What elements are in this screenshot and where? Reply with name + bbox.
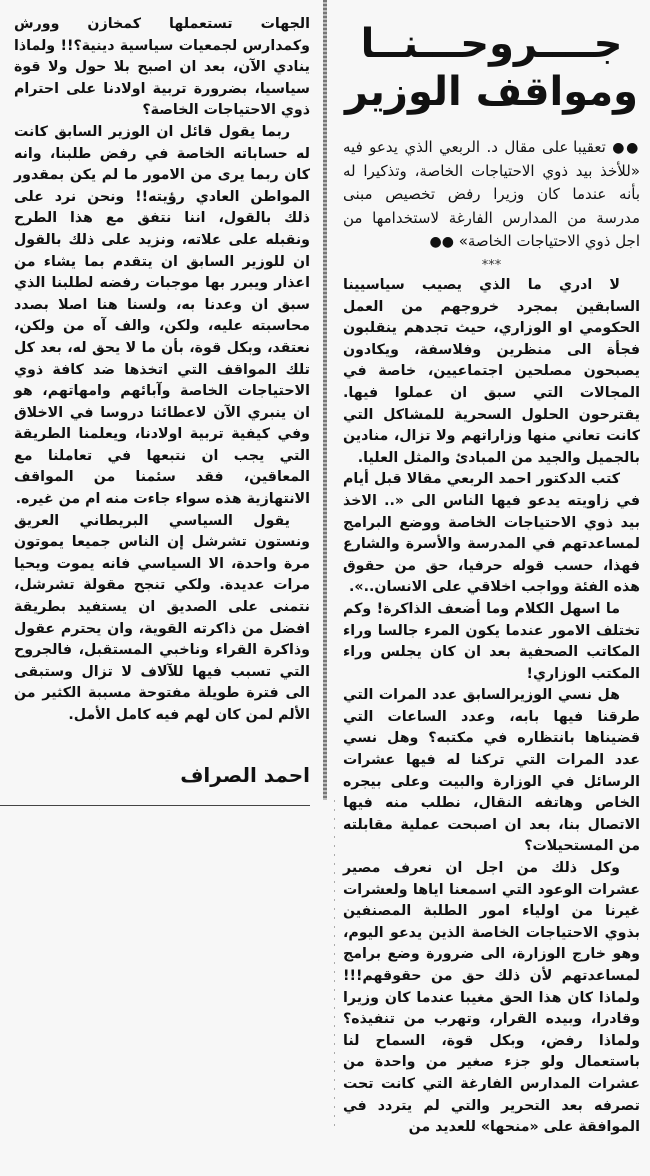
intro-text: تعقيبا على مقال د. الربعي الذي يدعو فيه «للأخذ بيد ذوي الاحتياجات الخاصة، وتذكيرا له بأنه عندما كان وزيرا رفض تخصيص مبنى مدرسة من المدارس الفارغة لاستخدامها من اجل ذوي الاحتياجات الخاصة» (343, 138, 640, 250)
body-paragraph: ربما يقول قائل ان الوزير السابق كانت له حساباته الخاصة في رفض طلبنا، وانه كان ربما يرى من الامور ما لم يكن بمقدور المواطن العادي رؤيته!! ونحن نرد على ذلك بالقول، اننا نتفق مع هذا الطرح ونقبله على علاته، ونزيد على ذلك بالقول ان للوزير السابق ان يتقدم بما يشاء من اعذار ويبرر بها موجبات رفضه لطلبنا الذي سبق ان وعدنا به، ولسنا هنا اصلا بصدد محاسبته عليه، ولكن، والف آه من ولكن، نعتقد، وبكل قوة، بأن ما لا يحق له، بعد كل تلك المواقف التي اتخذها ضد كافة ذوي الاحتياجات الخاصة وآبائهم وامهاتهم، هو ان ينبري الآن لاعطائنا دروسا في الاخلاق وفي كيفية تربية اولادنا، ويعلمنا الطريقة التي يجب ان نتبعها في تعاملنا مع المعاقين، فقد سئمنا من المواقف الانتهازية هذه سواء جاءت منه ام من غيره. (14, 123, 310, 508)
author-byline: احمد الصراف (180, 762, 310, 787)
section-separator: *** (481, 258, 502, 274)
body-paragraph: يقول السياسي البريطاني العريق ونستون تشرشل إن الناس جميعا يموتون مرة واحدة، الا السياسي فانه يموت ويحيا مرات عديدة. ولكي تنجح مقولة تشرشل، نتمنى على الصديق ان يستفيد بطريقة افضل من ذاكرته القوية، وان يحترم عقول وذاكرة القراء وناخبي المستقبل، فالجروح التي تسبب فيها للآلاف لا تزال وستبقى الى فترة طويلة مفتوحة مسببة الكثير من الألم لمن كان لهم فيه كامل الأمل. (14, 512, 310, 723)
headline-line-2: ومواقف الوزير (345, 69, 638, 115)
byline-rule (0, 805, 310, 806)
body-paragraph: ما اسهل الكلام وما أضعف الذاكرة! وكم تختلف الامور عندما يكون المرء جالسا وراء المكاتب الصحفية بعد ان كان يجلس وراء المكتب الوزاري! (343, 600, 640, 682)
body-paragraph: الجهات تستعملها كمخازن وورش وكمدارس لجمعيات سياسية دينية؟!! ولماذا ينادي الآن، بعد ان اصبح بلا حول ولا قوة سياسيا، بضرورة تربية اولادنا على احترام ذوي الاحتياجات الخاصة؟ (14, 16, 310, 119)
article-right-column (343, 14, 640, 1139)
article-left-column (14, 14, 310, 806)
body-paragraph: هل نسي الوزيرالسابق عدد المرات التي طرقنا فيها بابه، وعدد الساعات التي قضيناها بانتظاره في مكتبه؟ وهل نسي عدد المرات التي تركنا له فيها عشرات الرسائل في الوزارة والبيت وعلى بيجره الخاص وهاتفه النقال، نطلب منه فيها الاتصال بنا، بعد ان اصبحت عملية مقابلته من المستحيلات؟ (343, 687, 640, 855)
body-paragraph: وكل ذلك من اجل ان نعرف مصير عشرات الوعود التي اسمعنا اياها ولعشرات غيرنا من اولياء امور الطلبة المصنفين بذوي الاحتياجات الخاصة الذين يدعو اليوم، وهو خارج الوزارة، الى ضرورة وضع برامج لمساعدتهم لأن ذلك حق من حقوقهم!!! ولماذا كان هذا الحق مغيبا عندما كان وزيرا وقادرا، وبيده القرار، وتهرب من تنفيذه؟ ولماذا رفض، وبكل قوة، السماح لنا باستعمال ولو جزء صغير من واحدة من عشرات المدارس الفارغة التي كانت تحت تصرفه بعد التحرير والتي لم يتردد في الموافقة على «منحها» للعديد من (343, 860, 640, 1136)
body-paragraph: لا ادري ما الذي يصيب سياسيينا السابقين بمجرد خروجهم من العمل الحكومي او الوزاري، حيث تجدهم ينقلبون فجأة الى منظرين وفلاسفة، ويكادون يصبحون مصلحين اجتماعيين، خاصة في المجالات التي سبق ان عملوا فيها. يقترحون الحلول السحرية للمشاكل التي كانت تعاني منها وزاراتهم ولا تزال، منادين بالجميل والجيد من المبادئ والمثل العليا. (343, 277, 640, 466)
bullet-icon: ●● (429, 233, 454, 250)
intro-paragraph (343, 136, 640, 254)
bullet-icon: ●● (612, 140, 640, 156)
headline (343, 20, 640, 116)
column-divider-faint (334, 800, 335, 1130)
column-divider (323, 0, 327, 800)
body-paragraph: كتب الدكتور احمد الربعي مقالا قبل أيام في زاويته يدعو فيها الناس الى «.. الاخذ بيد ذوي الاحتياجات الخاصة ووضع البرامج لمساعدتهم في المدرسة والأسرة والشارع فهذا، حسب قوله حرفيا، حق من حقوق هذه الفئة وواجب اخلاقي على الانسان..». (343, 471, 640, 596)
headline-line-1: جــــروحـــنــا (360, 21, 623, 67)
